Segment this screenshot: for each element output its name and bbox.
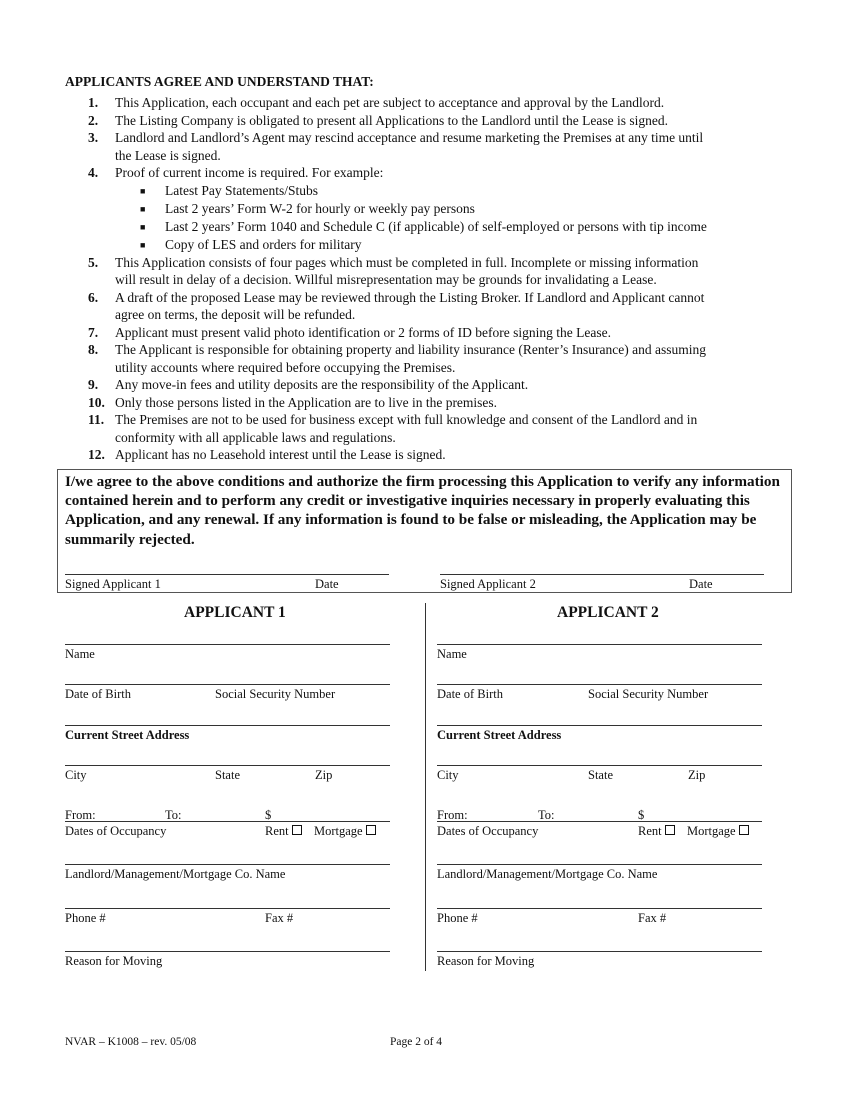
occupancy-label-2: Dates of Occupancy xyxy=(437,824,539,838)
ssn-label-2: Social Security Number xyxy=(588,687,709,701)
rent-option-1[interactable] xyxy=(265,824,302,839)
page-number: Page 2 of 4 xyxy=(390,1036,443,1048)
condition-text-line: Applicant has no Leasehold interest until the Lease is signed. xyxy=(115,447,446,462)
zip-label-1: Zip xyxy=(315,768,333,782)
signed-applicant-1-label: Signed Applicant 1 xyxy=(65,577,161,591)
phone-fax-field-1[interactable] xyxy=(65,908,390,909)
condition-text xyxy=(115,94,795,112)
phone-label-2: Phone # xyxy=(437,911,478,925)
reason-label-1: Reason for Moving xyxy=(65,954,163,968)
condition-text-line: agree on terms, the deposit will be refunded. xyxy=(115,307,356,322)
mortgage-checkbox-1[interactable] xyxy=(366,825,376,835)
reason-label-2: Reason for Moving xyxy=(437,954,535,968)
name-field-1[interactable] xyxy=(65,644,390,645)
occupancy-field-1[interactable] xyxy=(65,821,390,822)
fax-label-2: Fax # xyxy=(638,911,667,925)
income-example-text: Latest Pay Statements/Stubs xyxy=(165,182,318,198)
condition-text-line: This Application, each occupant and each pet are subject to acceptance and approval by the Landlord. xyxy=(115,95,665,110)
landlord-field-2[interactable] xyxy=(437,864,762,865)
landlord-label-2: Landlord/Management/Mortgage Co. Name xyxy=(437,867,658,881)
signature-date-label-2: Date xyxy=(689,577,713,591)
income-example-text: Last 2 years’ Form 1040 and Schedule C (if applicable) of self-employed or persons with tip income xyxy=(165,218,707,234)
condition-text-line: A draft of the proposed Lease may be reviewed through the Listing Broker. If Landlord and Applicant cannot xyxy=(115,289,705,305)
condition-text-line: The Listing Company is obligated to present all Applications to the Landlord until the Lease is signed. xyxy=(115,112,669,128)
city-state-zip-field-1[interactable] xyxy=(65,765,390,766)
column-divider xyxy=(425,603,426,971)
condition-number: 3. xyxy=(88,130,99,145)
dob-ssn-field-1[interactable] xyxy=(65,684,390,685)
mortgage-checkbox-2[interactable] xyxy=(739,825,749,835)
signed-applicant-2-label: Signed Applicant 2 xyxy=(440,577,536,591)
square-bullet-icon: ■ xyxy=(140,185,146,196)
rent-checkbox-1[interactable] xyxy=(292,825,302,835)
condition-number: 12. xyxy=(88,447,105,462)
name-field-2[interactable] xyxy=(437,644,762,645)
dob-label-1: Date of Birth xyxy=(65,687,131,701)
condition-text xyxy=(115,254,795,289)
state-label-1: State xyxy=(215,768,240,782)
condition-text-line: Proof of current income is required. For example: xyxy=(115,165,384,180)
signature-line-applicant-1[interactable] xyxy=(65,574,389,575)
section-heading: APPLICANTS AGREE AND UNDERSTAND THAT: xyxy=(65,74,374,89)
to-label-2: To: xyxy=(538,808,555,822)
ssn-label-1: Social Security Number xyxy=(215,687,336,701)
city-state-zip-field-2[interactable] xyxy=(437,765,762,766)
dollar-label-1: $ xyxy=(265,808,272,822)
rent-checkbox-2[interactable] xyxy=(665,825,675,835)
condition-text xyxy=(115,129,795,164)
condition-number: 11. xyxy=(88,412,105,427)
reason-field-2[interactable] xyxy=(437,951,762,952)
condition-text-line: Landlord and Landlord’s Agent may rescind acceptance and resume marketing the Premises at any time until xyxy=(115,130,704,145)
phone-label-1: Phone # xyxy=(65,911,106,925)
condition-number: 4. xyxy=(88,165,99,180)
form-id: NVAR – K1008 – rev. 05/08 xyxy=(65,1036,197,1048)
condition-number: 2. xyxy=(88,112,99,128)
square-bullet-icon: ■ xyxy=(140,239,146,250)
address-label-2: Current Street Address xyxy=(437,728,562,742)
zip-label-2: Zip xyxy=(688,768,706,782)
agreement-text: I/we agree to the above conditions and authorize the firm processing this Application to verify any information contained herein and to perform any credit or investigative inquiries necessary in properly evaluating this Application, and any renewal. If any information is found to be false or misleading, the Application may be summarily rejected. xyxy=(65,473,780,548)
condition-text xyxy=(115,394,795,412)
condition-number: 5. xyxy=(88,254,99,270)
condition-text-line: Applicant must present valid photo identification or 2 forms of ID before signing the Lease. xyxy=(115,324,611,340)
condition-text xyxy=(115,324,795,342)
mortgage-label-2: Mortgage xyxy=(687,824,736,838)
city-label-2: City xyxy=(437,768,459,782)
mortgage-option-2[interactable] xyxy=(687,824,749,839)
rent-label-1: Rent xyxy=(265,824,289,838)
landlord-field-1[interactable] xyxy=(65,864,390,865)
condition-number: 9. xyxy=(88,377,99,392)
occupancy-label-1: Dates of Occupancy xyxy=(65,824,167,838)
signature-date-label-1: Date xyxy=(315,577,339,591)
signature-line-applicant-2[interactable] xyxy=(440,574,764,575)
to-label-1: To: xyxy=(165,808,182,822)
condition-text xyxy=(115,411,795,446)
condition-number: 8. xyxy=(88,342,99,357)
mortgage-option-1[interactable] xyxy=(314,824,376,839)
condition-text-line: conformity with all applicable laws and regulations. xyxy=(115,429,396,445)
condition-number: 10. xyxy=(88,394,105,410)
mortgage-label-1: Mortgage xyxy=(314,824,363,838)
income-example-text: Copy of LES and orders for military xyxy=(165,236,362,252)
condition-text-line: the Lease is signed. xyxy=(115,147,221,163)
condition-number: 7. xyxy=(88,324,99,340)
condition-text xyxy=(115,112,795,130)
condition-text xyxy=(115,446,795,464)
condition-number: 1. xyxy=(88,95,99,110)
address-field-2[interactable] xyxy=(437,725,762,726)
reason-field-1[interactable] xyxy=(65,951,390,952)
dob-label-2: Date of Birth xyxy=(437,687,503,701)
condition-number: 6. xyxy=(88,289,99,305)
address-field-1[interactable] xyxy=(65,725,390,726)
rent-option-2[interactable] xyxy=(638,824,675,839)
condition-text xyxy=(115,341,795,376)
from-label-2: From: xyxy=(437,808,468,822)
fax-label-1: Fax # xyxy=(265,911,294,925)
name-label-2: Name xyxy=(437,647,467,661)
city-label-1: City xyxy=(65,768,87,782)
condition-text xyxy=(115,289,795,324)
state-label-2: State xyxy=(588,768,613,782)
address-label-1: Current Street Address xyxy=(65,728,190,742)
dollar-label-2: $ xyxy=(638,808,645,822)
square-bullet-icon: ■ xyxy=(140,221,146,232)
square-bullet-icon: ■ xyxy=(140,203,146,214)
phone-fax-field-2[interactable] xyxy=(437,908,762,909)
name-label-1: Name xyxy=(65,647,95,661)
condition-text-line: Only those persons listed in the Application are to live in the premises. xyxy=(115,394,498,410)
condition-text xyxy=(115,164,795,182)
condition-text-line: This Application consists of four pages which must be completed in full. Incomplete or missing information xyxy=(115,254,699,270)
applicant-2-title: APPLICANT 2 xyxy=(557,604,659,621)
rent-label-2: Rent xyxy=(638,824,662,838)
condition-text-line: will result in delay of a decision. Willful misrepresentation may be grounds for invalidating a Lease. xyxy=(115,272,657,287)
condition-text-line: The Premises are not to be used for business except with full knowledge and consent of the Landlord and in xyxy=(115,412,698,427)
from-label-1: From: xyxy=(65,808,96,822)
occupancy-field-2[interactable] xyxy=(437,821,762,822)
dob-ssn-field-2[interactable] xyxy=(437,684,762,685)
condition-text-line: The Applicant is responsible for obtaining property and liability insurance (Renter’s Insurance) and assuming xyxy=(115,342,706,357)
income-example-text: Last 2 years’ Form W-2 for hourly or weekly pay persons xyxy=(165,200,475,216)
condition-text xyxy=(115,376,795,394)
landlord-label-1: Landlord/Management/Mortgage Co. Name xyxy=(65,867,286,881)
applicant-1-title: APPLICANT 1 xyxy=(184,604,286,621)
condition-text-line: utility accounts where required before occupying the Premises. xyxy=(115,359,456,375)
condition-text-line: Any move-in fees and utility deposits are the responsibility of the Applicant. xyxy=(115,377,529,392)
